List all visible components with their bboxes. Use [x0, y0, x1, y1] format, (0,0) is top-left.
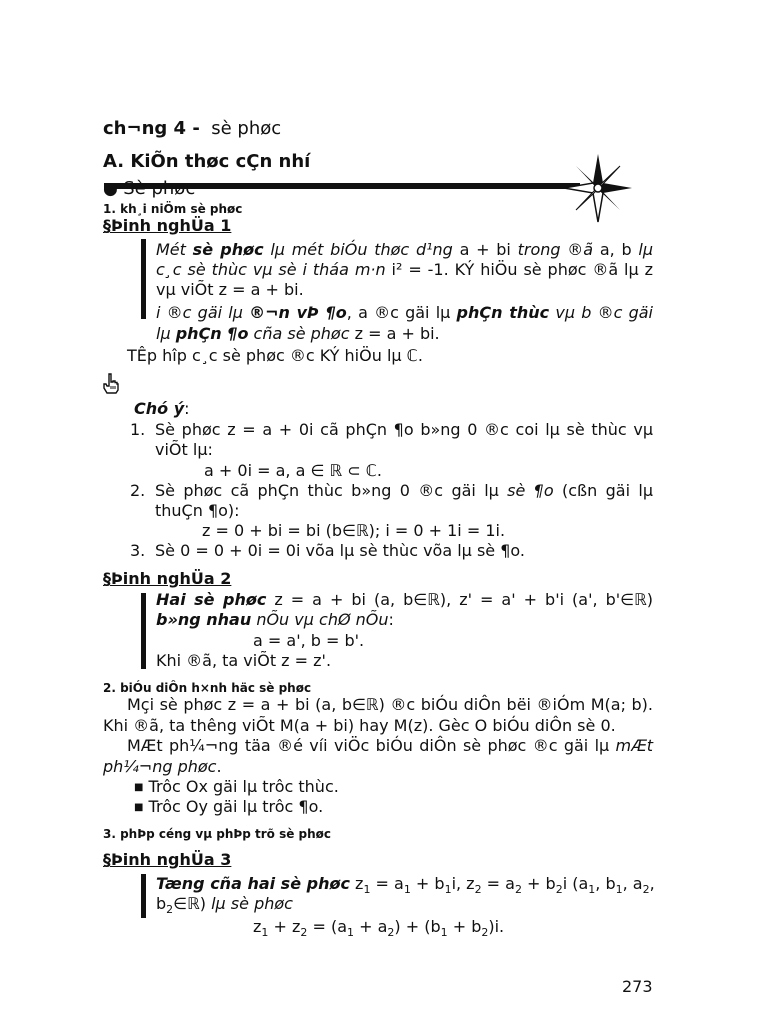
def2-line1: Hai sè phøc z = a + bi (a, b∈ℝ), z' = a' + b'i (a', b'∈ℝ)	[156, 590, 653, 609]
chapter-prefix: ch¬ng 4 -	[103, 118, 200, 139]
definition-2-title: §Þinh nghÜa 2	[103, 569, 232, 588]
def1-line3: vµ viÕt z = a + bi.	[156, 280, 304, 299]
square-bullet-icon: ■	[134, 802, 144, 813]
def1-line1: Mét sè phøc lµ mét biÓu thøc d¹ng a + bi trong ®ã a, b lµ	[156, 240, 654, 259]
def1-line4: i ®c gäi lµ ®¬n vÞ ¶o, a ®c gäi lµ phÇn thùc vµ b ®c gäi	[156, 303, 653, 322]
note-item-3-num: 3.	[130, 541, 146, 560]
def1-line5: lµ phÇn ¶o cña sè phøc z = a + bi.	[156, 324, 440, 343]
compass-star-icon	[562, 152, 634, 224]
def2-line2: b»ng nhau nÕu vµ chØ nÕu:	[156, 610, 394, 629]
def2-formula: a = a', b = b'.	[253, 631, 365, 650]
note-title: Chó ý:	[134, 399, 190, 418]
note-item-2-line2: thuÇn ¶o):	[155, 501, 240, 520]
note-item-2-num: 2.	[130, 481, 146, 500]
bullet-icon: ●	[103, 179, 118, 199]
definition-3-bar	[141, 874, 146, 918]
note-item-3-line1: Sè 0 = 0 + 0i = 0i võa lµ sè thùc võa lµ sè ¶o.	[155, 541, 525, 560]
para2-line1: Mçi sè phøc z = a + bi (a, b∈ℝ) ®c biÓu diÔn bëi ®iÓm M(a; b).	[127, 695, 653, 714]
note-item-1-line2: viÕt lµ:	[155, 440, 213, 459]
note-item-2-line1: Sè phøc cã phÇn thùc b»ng 0 ®c gäi lµ sè ¶o (cßn gäi lµ	[155, 481, 654, 500]
subsection-1: 1. kh¸i niÖm sè phøc	[103, 202, 243, 216]
square-bullet-icon: ■	[134, 782, 144, 793]
subsection-2: 2. biÓu diÔn h×nh häc sè phøc	[103, 681, 312, 695]
note-item-1-formula: a + 0i = a, a ∈ ℝ ⊂ ℂ.	[204, 461, 382, 480]
bullet-heading	[103, 178, 195, 199]
chapter-heading	[103, 119, 281, 139]
para2-line3: MÆt ph¼¬ng täa ®é víi viÖc biÓu diÔn sè phøc ®c gäi lµ mÆt	[127, 736, 653, 755]
para2-line4: ph¼¬ng phøc.	[103, 757, 222, 776]
definition-3-title: §Þinh nghÜa 3	[103, 850, 232, 869]
def2-line3: Khi ®ã, ta viÕt z = z'.	[156, 651, 332, 670]
definition-1-bar	[141, 239, 146, 319]
def1-line2: c¸c sè thùc vµ sè i tháa m·n i² = -1. KÝ hiÖu sè phøc ®ã lµ z	[156, 260, 653, 279]
section-a-heading: A. KiÕn thøc cÇn nhí	[103, 151, 311, 172]
def3-line1: Tæng cña hai sè phøc $z_1 = a_1 + b_1i$, $z_2 = a_2 + b_2i$ ($a_1$, $b_1$, $a_2$,	[156, 874, 655, 897]
chapter-title: sè phøc	[211, 118, 282, 139]
page-number: 273	[622, 977, 653, 996]
note-item-1-num: 1.	[130, 420, 146, 439]
pointing-hand-icon	[102, 372, 120, 394]
note-item-1-line1: Sè phøc z = a + 0i cã phÇn ¶o b»ng 0 ®c coi lµ sè thùc vµ	[155, 420, 653, 439]
note-item-2-formula: z = 0 + bi = bi (b∈ℝ); i = 0 + 1i = 1i.	[202, 521, 506, 540]
para2-line2: Khi ®ã, ta thêng viÕt M(a + bi) hay M(z). Gèc O biÓu diÔn sè 0.	[103, 716, 616, 735]
definition-1-title: §Þinh nghÜa 1	[103, 216, 232, 235]
subsection-3: 3. phÞp céng vµ phÞp trõ sè phøc	[103, 827, 332, 841]
def3-line2: $b_2\in ℝ$) lµ sè phøc	[156, 894, 293, 917]
complex-set-line: TÊp hîp c¸c sè phøc ®c KÝ hiÖu lµ ℂ.	[127, 346, 423, 365]
definition-2-bar	[141, 593, 146, 669]
def3-formula: $z_1 + z_2 = (a_1 + a_2) + (b_1 + b_2)i$.	[253, 917, 505, 940]
bullet-oy: ■ Trôc Oy gäi lµ trôc ¶o.	[134, 797, 324, 816]
bullet-ox: ■ Trôc Ox gäi lµ trôc thùc.	[134, 777, 339, 796]
bullet-heading-text: Sè phøc	[123, 178, 196, 199]
